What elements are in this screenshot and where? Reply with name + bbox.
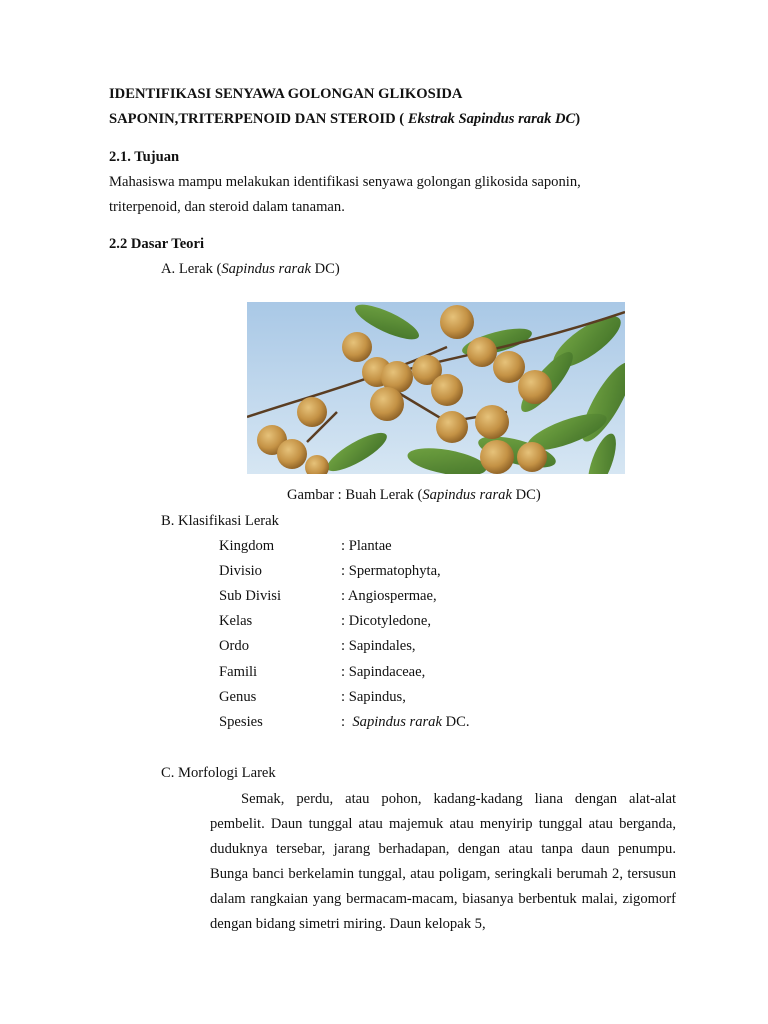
lerak-fruit-photo bbox=[247, 302, 625, 474]
figure-caption-prefix: Gambar : Buah Lerak ( bbox=[287, 487, 423, 503]
klasifikasi-value: : Spermatophyta, bbox=[341, 563, 441, 579]
figure-caption-suffix: DC) bbox=[511, 487, 541, 503]
subsection-a-prefix: A. Lerak ( bbox=[161, 261, 222, 277]
subsection-a-italic: Sapindus rarak bbox=[221, 261, 311, 277]
klasifikasi-value: : Plantae bbox=[341, 538, 392, 554]
klasifikasi-label: Ordo bbox=[219, 638, 249, 654]
spesies-prefix: : bbox=[341, 714, 353, 730]
klasifikasi-value: : Sapindus, bbox=[341, 689, 406, 705]
klasifikasi-label: Genus bbox=[219, 689, 257, 705]
klasifikasi-label: Kelas bbox=[219, 613, 253, 629]
figure-caption bbox=[287, 487, 541, 504]
klasifikasi-value: : Sapindales, bbox=[341, 638, 416, 654]
tujuan-line1: Mahasiswa mampu melakukan identifikasi senyawa golongan glikosida saponin, bbox=[109, 174, 581, 190]
klasifikasi-heading: B. Klasifikasi Lerak bbox=[161, 513, 279, 529]
morfologi-paragraph bbox=[210, 787, 676, 937]
klasifikasi-label: Famili bbox=[219, 664, 258, 680]
document-title-line2 bbox=[109, 111, 580, 128]
title-prefix: SAPONIN,TRITERPENOID DAN STEROID ( bbox=[109, 111, 408, 127]
spesies-suffix: DC. bbox=[441, 714, 470, 730]
spesies-italic: Sapindus rarak bbox=[352, 714, 442, 730]
klasifikasi-value: : Sapindaceae, bbox=[341, 664, 426, 680]
morfologi-text: Semak, perdu, atau pohon, kadang-kadang liana dengan alat-alat pembelit. Daun tunggal atau majemuk atau menyirip tunggal atau berganda, duduknya tersebar, jarang berhadapan, dengan atau tanpa daun penumpu. Bunga banci berkelamin tunggal, atau poligam, seringkali berumah 2, tersusun dalam rangkaian yang bermacam-macam, biasanya berbentuk malai, zigomorf dengan bidang simetri miring. Daun kelopak 5, bbox=[210, 791, 676, 932]
morfologi-heading: C. Morfologi Larek bbox=[161, 765, 276, 781]
klasifikasi-label: Spesies bbox=[219, 714, 263, 730]
document-title-line1: IDENTIFIKASI SENYAWA GOLONGAN GLIKOSIDA bbox=[109, 86, 463, 102]
klasifikasi-label: Divisio bbox=[219, 563, 262, 579]
subsection-a-lerak bbox=[161, 261, 340, 278]
title-suffix: ) bbox=[575, 111, 581, 127]
klasifikasi-label: Kingdom bbox=[219, 538, 275, 554]
dasar-teori-heading: 2.2 Dasar Teori bbox=[109, 236, 205, 252]
title-italic: Ekstrak Sapindus rarak DC bbox=[407, 111, 576, 127]
klasifikasi-value: : Angiospermae, bbox=[341, 588, 437, 604]
klasifikasi-value: : Dicotyledone, bbox=[341, 613, 431, 629]
tujuan-heading: 2.1. Tujuan bbox=[109, 149, 180, 165]
figure-caption-italic: Sapindus rarak bbox=[422, 487, 512, 503]
tujuan-line2: triterpenoid, dan steroid dalam tanaman. bbox=[109, 199, 345, 215]
klasifikasi-label: Sub Divisi bbox=[219, 588, 282, 604]
lerak-fruit-illustration bbox=[247, 302, 625, 474]
klasifikasi-value bbox=[341, 714, 470, 731]
subsection-a-suffix: DC) bbox=[310, 261, 340, 277]
